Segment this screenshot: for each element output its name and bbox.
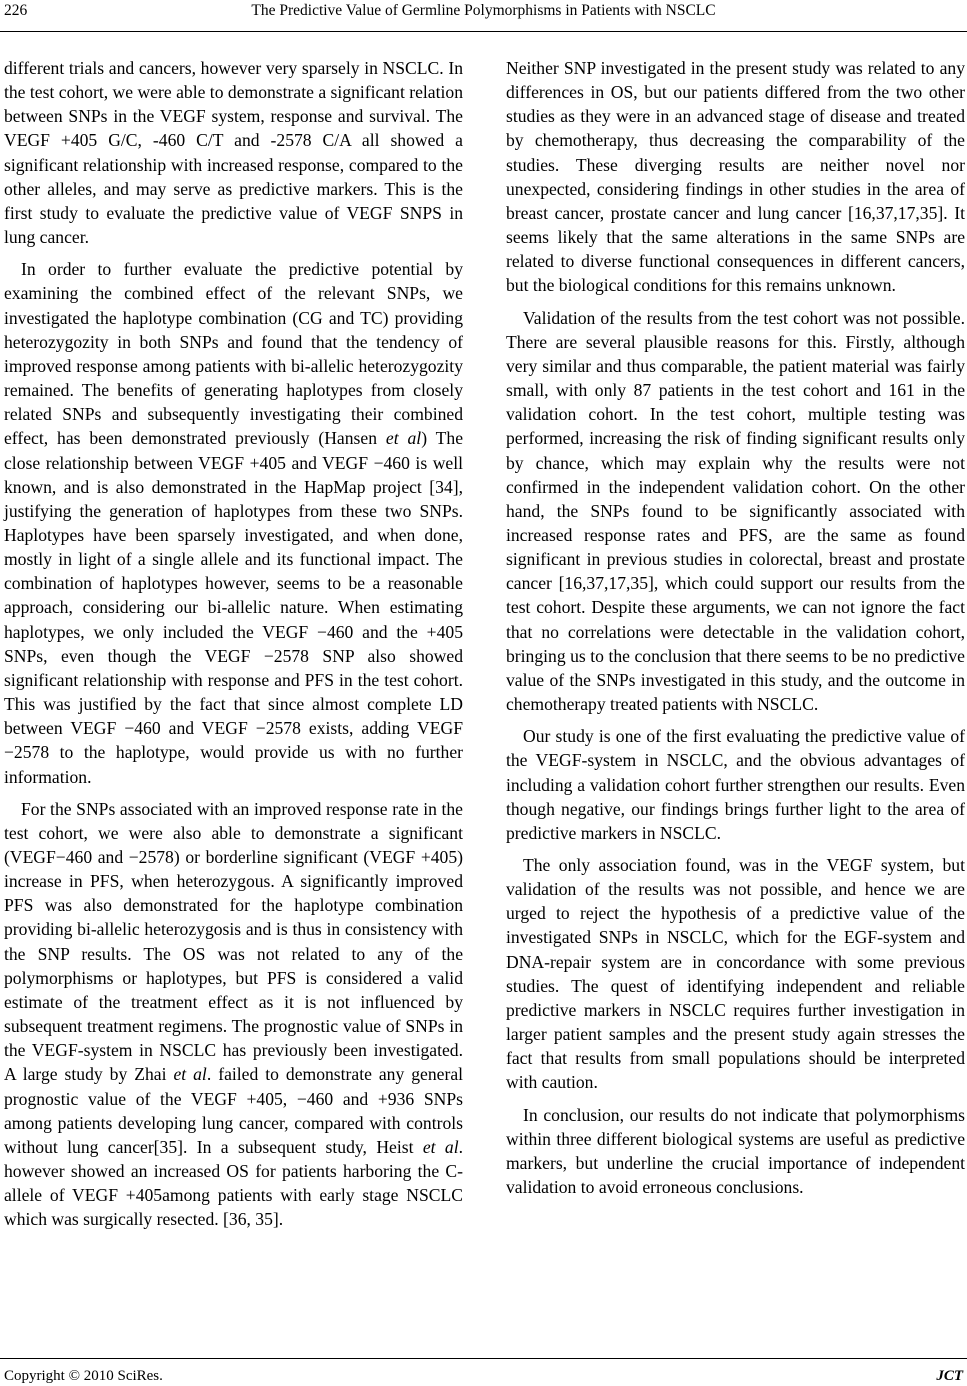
paragraph: The only association found, was in the VEGF system, but validation of the results was not possible, and hence we are urged to reject the hypothesis of a predictive value of the investigated SNPs in NSCLC, which for the EGF-system and DNA-repair system are in concordance with some previous studies. The quest of identifying independent and reliable predictive markers in NSCLC requires further investigation in larger patient samples and the present study again stresses the fact that results from small populations should be interpreted with caution. (506, 855, 965, 1093)
paragraph: For the SNPs associated with an improved response rate in the test cohort, we were also able to demonstrate a significant (VEGF−460 and −2578) or borderline significant (VEGF +405) increase in PFS, when heterozygous. A significantly improved PFS was also demonstrated for the haplotype combination providing bi-allelic heterozygosis and is thus in consistency with the SNP results. The OS was not related to any of the polymorphisms or haplotypes, but PFS is considered a valid estimate of the treatment effect as it is not influenced by subsequent treatment regimens. The prognostic value of SNPs in the VEGF-system in NSCLC has previously been investigated. A large study by Zhai et al. failed to demonstrate any general prognostic value of the VEGF +405, −460 and +936 SNPs among patients developing lung cancer, compared with controls without lung cancer[35]. In a subsequent study, Heist et al. however showed an increased OS for patients harboring the C-allele of VEGF +405among patients with early stage NSCLC which was surgically resected. [36, 35]. (4, 798, 464, 1230)
page-number: 226 (4, 2, 28, 19)
journal-abbreviation: JCT (936, 1368, 963, 1384)
paragraph: Validation of the results from the test cohort was not possible. There are several plausible reasons for this. Firstly, although very similar and thus comparable, the patient material was fairly small, with only 87 patients in the test cohort and 161 in the validation cohort. In the test cohort, multiple testing was performed, increasing the risk of finding significant results only by chance, which may explain why the results were not confirmed in the independent validation cohort. On the other hand, the SNPs found to be significantly associated with increased response rates and PFS, are the same as found significant in previous studies in colorectal, breast and prostate cancer [16,37,17,35], which could support our results from the test cohort. Despite these arguments, we can not ignore the fact that no correlations were detectable in the validation cohort, bringing us to the conclusion that there seems to be no predictive value of the SNPs investigated in this study, and the outcome in chemotherapy treated patients with NSCLC. (506, 307, 965, 715)
right-column (506, 56, 965, 1207)
paragraph: Neither SNP investigated in the present study was related to any differences in OS, but our patients differed from the two other studies as they were in an advanced stage of disease and treated by chemotherapy, thus decreasing the comparability of the studies. These diverging results are neither novel nor unexpected, considering findings in other studies in the area of breast cancer, prostate cancer and lung cancer [16,37,17,35]. It seems likely that the same alterations in the same SNPs are related to diverse functional consequences in different cancers, but the biological conditions for this remains unknown. (506, 58, 965, 296)
paragraph: Our study is one of the first evaluating the predictive value of the VEGF-system in NSCLC, and the obvious advantages of including a validation cohort further strengthen our results. Even though negative, our findings brings further light to the area of predictive markers in NSCLC. (506, 726, 965, 843)
page-footer (0, 1358, 967, 1386)
running-title: The Predictive Value of Germline Polymorphisms in Patients with NSCLC (251, 2, 716, 19)
paragraph: In conclusion, our results do not indicate that polymorphisms within three different biological systems are useful as predictive markers, but underline the crucial importance of independent validation to avoid erroneous conclusions. (506, 1104, 965, 1198)
page-header (0, 0, 967, 32)
paragraph: different trials and cancers, however very sparsely in NSCLC. In the test cohort, we were able to demonstrate a significant relation between SNPs in the VEGF system, response and survival. The VEGF +405 G/C, -460 C/T and -2578 C/A all showed a significant relationship with increased response, compared to the other alleles, and may serve as predictive markers. This is the first study to evaluate the predictive value of VEGF SNPS in lung cancer. (4, 58, 463, 248)
copyright-notice: Copyright © 2010 SciRes. (4, 1368, 163, 1384)
left-column (4, 56, 463, 1240)
paragraph: In order to further evaluate the predictive potential by examining the combined effect of the relevant SNPs, we investigated the haplotype combination (CG and TC) providing heterozygozity in both SNPs and found that the tendency of improved response among patients with bi-allelic heterozygozity remained. The benefits of generating haplotypes from closely related SNPs and subsequently investigating their combined effect, has been demonstrated previously (Hansen et al) The close relationship between VEGF +405 and VEGF −460 is well known, and is also demonstrated in the HapMap project [34], justifying the generation of haplotypes from these two SNPs. Haplotypes have been sparsely investigated, and when done, mostly in light of a single allele and its functional impact. The combination of haplotypes however, seems to be a reasonable approach, considering our bi-allelic nature. When estimating haplotypes, we only included the VEGF −460 and the +405 SNPs, even though the VEGF −2578 SNP also showed significant relationship with response and PFS in the test cohort. This was justified by the fact that since almost complete LD between VEGF −460 and VEGF −2578 exists, adding VEGF −2578 to the haplotype, would provide us with no further information. (4, 259, 464, 787)
